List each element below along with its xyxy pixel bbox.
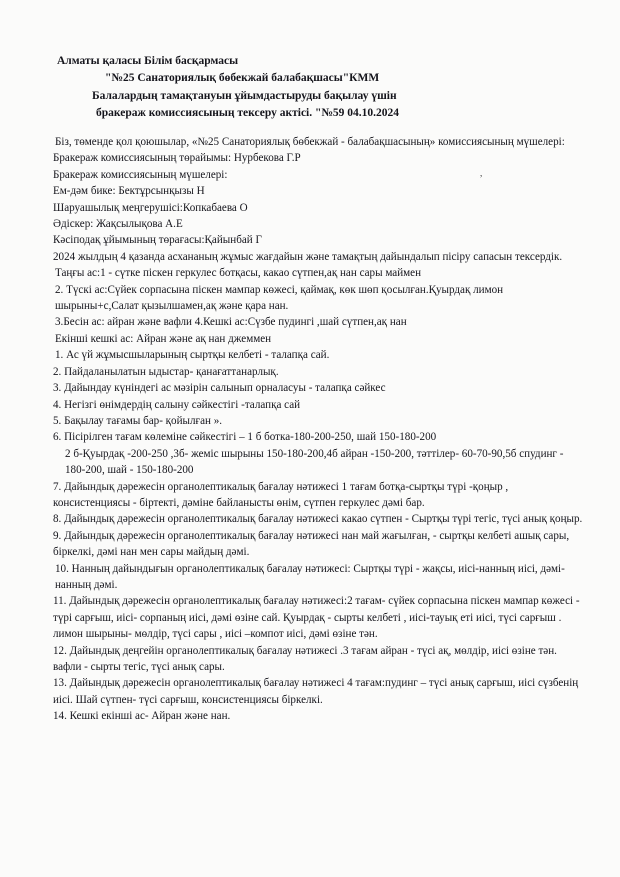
list-item: 3. Дайындау күніндегі ас мәзірін салынып орналасуы - талапқа сәйкес bbox=[53, 382, 386, 395]
paragraph-second-dinner: Екінші кешкі ас: Айран және ақ нан джеммен bbox=[55, 332, 272, 345]
list-item: 7. Дайындық дәрежесін органолептикалық бағалау нәтижесі 1 тағам ботқа-сыртқы түрі -қоңыр , консистенциясы - біртекті, дәміне байланысты өнім, сүтпен геркулес дәмі бар. bbox=[53, 480, 509, 509]
header-department: Алматы қаласы Білім басқармасы bbox=[57, 55, 239, 67]
paragraph-members: Бракераж комиссиясының мүшелері: bbox=[53, 168, 228, 181]
paragraph-manager: Шаруашылық меңгерушісі:Копкабаева О bbox=[53, 201, 248, 214]
paragraph-methodist: Әдіскер: Жақсылықова А.Е bbox=[53, 218, 183, 231]
list-item: 13. Дайындық дәрежесін органолептикалық бағалау нәтижесі 4 тағам:пудинг – түсі анық сарғыш, иісі сүзбенің иісі. Шай сүтпен- түсі сарғыш, консистенциясы біркелкі. bbox=[53, 677, 579, 706]
list-item: 2. Пайдаланылатын ыдыстар- қанағаттанарлық. bbox=[53, 365, 279, 378]
list-item: 8. Дайындық дәрежесін органолептикалық бағалау нәтижесі какао сүтпен - Сыртқы түрі тегіс, түсі анық қоңыр. bbox=[53, 513, 583, 526]
paragraph-union: Кәсіподақ ұйымының төрағасы:Қайынбай Г bbox=[53, 234, 262, 247]
paragraph-snack-dinner: 3.Бесін ас: айран және вафли 4.Кешкі ас:Сүзбе пудингі ,шай сүтпен,ақ нан bbox=[55, 316, 407, 329]
scan-mark: , bbox=[480, 168, 483, 178]
list-item: 6. Пісірілген тағам көлеміне сәйкестігі – 1 б ботка-180-200-250, шай 150-180-200 bbox=[53, 431, 437, 444]
list-item: 5. Бақылау тағамы бар- қойылған ». bbox=[53, 414, 223, 427]
paragraph-inspection: 2024 жылдың 4 қазанда асхананың жұмыс жағдайын және тамақтың дайындалып пісіру сапасын тексердік. bbox=[53, 250, 563, 263]
list-item: 14. Кешкі екінші ас- Айран және нан. bbox=[53, 710, 231, 723]
paragraph-intro: Біз, төменде қол қоюшылар, «№25 Санаториялық бөбекжай - балабақшасының» комиссиясының мүшелері: bbox=[55, 136, 565, 148]
document-body bbox=[53, 134, 585, 725]
paragraph-breakfast: Таңғы ас:1 - сүтке піскен геркулес ботқасы, какао сүтпен,ақ нан сары маймен bbox=[55, 267, 422, 280]
header-kindergarten: "№25 Санаториялық бөбекжай балабақшасы"КММ bbox=[105, 72, 380, 84]
paragraph-nurse: Ем-дәм бике: Бектұрсынқызы Н bbox=[53, 185, 205, 198]
header-act-title: бракераж комиссиясының тексеру актісі. "№59 04.10.2024 bbox=[96, 107, 400, 119]
list-item: 9. Дайындық дәрежесін органолептикалық бағалау нәтижесі нан май жағылған, - сыртқы келбеті ашық сары, біркелкі, дәмі нан мен сары майдың дәмі. bbox=[53, 529, 570, 559]
list-item: 4. Негізгі өнімдердің салыну сәйкестігі -талапқа сай bbox=[53, 398, 301, 411]
list-item: 2 б-Қуырдақ -200-250 ,3б- жеміс шырыны 150-180-200,4б айран -150-200, тәттілер- 60-70-90,5б спудинг - 180-200, шай - 150-180-200 bbox=[65, 447, 564, 477]
list-item: 11. Дайындық дәрежесін органолептикалық бағалау нәтижесі:2 тағам- сүйек сорпасына піскен мампар көжесі - түрі сарғыш, иісі- сорпаның иісі, дәмі өзіне сай. Қуырдақ - сырты келбеті , иісі-тауық еті иісі, түсі сарғыш . лимон шырыны- мөлдір, түсі сары , иісі –компот иісі, дәмі өзіне тән. bbox=[53, 595, 580, 641]
list-item: 10. Нанның дайындығын органолептикалық бағалау нәтижесі: Сыртқы түрі - жақсы, иісі-нанның иісі, дәмі-нанның дәмі. bbox=[55, 562, 565, 591]
paragraph-lunch: 2. Түскі ас:Сүйек сорпасына піскен мампар көжесі, қаймақ, көк шөп қосылған.Қуырдақ лимон шырыны+с,Салат қызылшамен,ақ және қара нан. bbox=[55, 283, 504, 313]
header-subtitle: Балалардың тамақтануын ұйымдастыруды бақылау үшін bbox=[92, 90, 397, 102]
list-item: 12. Дайындық деңгейін органолептикалық бағалау нәтижесі .3 тағам айран - түсі ақ, мөлдір, иісі өзіне тән. вафли - сырты тегіс, түсі анық сары. bbox=[53, 644, 557, 673]
paragraph-chair: Бракераж комиссиясының төрайымы: Нурбекова Г.Р bbox=[53, 152, 301, 165]
list-item: 1. Ас үй жұмысшыларының сыртқы келбеті - талапқа сай. bbox=[55, 349, 330, 362]
